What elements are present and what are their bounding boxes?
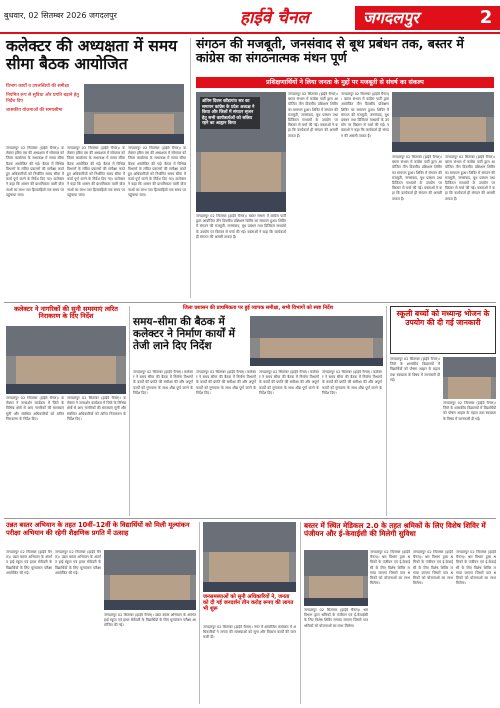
- story5-box: [390, 306, 496, 354]
- story7-body-col1: जगदलपुर 02 सितम्बर (हाईवे चैनल)। उन्नत बस्तर अभियान के अंतर्गत हाई स्कूल एवं हायर सेकेंडरी के विद्यार्थियों के लिए मूल्यांकन परीक्षा आयोजित की गई।: [6, 550, 52, 575]
- story2-body-col3: जगदलपुर 02 सितम्बर (हाईवे चैनल)। बस्तर संभाग में कांग्रेस पार्टी द्वारा आयोजित तीन दिवसीय प्रशिक्षण शिविर का समापन हुआ। शिविर में संगठन की मजबूती, जनसंवाद, बूथ प्रबंधन तथा डिजिटल माध्यमों के उपयोग पर विस्तार से चर्चा की गई। वक्ताओं ने कहा कि कार्यकर्ता ही संगठन की असली ताकत हैं।: [392, 155, 442, 201]
- story1-photo: [84, 84, 184, 144]
- story4-body-col1: जगदलपुर 02 सितम्बर (हाईवे चैनल)। कलेक्टर ने समय सीमा की बैठक में निर्माण विभागों के कार्यों की प्रगति की समीक्षा की और अपूर्ण कार्यों को गुणवत्ता के साथ शीघ्र पूर्ण करने के निर्देश दिए।: [133, 370, 193, 395]
- story4-photo: [250, 316, 383, 366]
- story9-body-col0: जगदलपुर 02 सितम्बर (हाईवे चैनल)। श्रम विभाग द्वारा श्रमिकों के पंजीयन एवं ई-केवाईसी के लिए विशेष शिविर लगाया जाएगा जिसमें पात्र श्रमिकों को योजनाओं का लाभ मिलेगा।: [304, 608, 368, 628]
- section-rule: [4, 302, 496, 303]
- story2-subhead: प्रशिक्षणार्थियों ने लिया जनता के मुद्दों पर मजबूती से संघर्ष का संकल्प: [196, 77, 494, 88]
- story7-photo: [104, 550, 196, 610]
- story1-body-col2: जगदलपुर 02 सितम्बर (हाईवे चैनल)। कलेक्टर हरिस एस की अध्यक्षता में सोमवार को जिला कार्यालय के सभाकक्ष में समय सीमा बैठक आयोजित की गई। बैठक में विभिन्न विभागों के लंबित प्रकरणों की समीक्षा करते हुए अधिकारियों को निर्धारित समय सीमा में कार्य पूर्ण करने के निर्देश दिए गए। कलेक्टर ने कहा कि शासन की प्राथमिकता वाली योजनाओं का लाभ पात्र हितग्राहियों तक समय पर पहुंचाया जाए।: [67, 146, 125, 197]
- story3-body-col2: जगदलपुर 02 सितम्बर (हाईवे चैनल)। कलेक्टर ने जनदर्शन कार्यक्रम में जिले के विभिन्न क्षेत्रों से आए नागरिकों की समस्याएं सुनीं और संबंधित अधिकारियों को त्वरित निराकरण के निर्देश दिए।: [67, 396, 126, 421]
- story2-body-col2: जगदलपुर 02 सितम्बर (हाईवे चैनल)। बस्तर संभाग में कांग्रेस पार्टी द्वारा आयोजित तीन दिवसीय प्रशिक्षण शिविर का समापन हुआ। शिविर में संगठन की मजबूती, जनसंवाद, बूथ प्रबंधन तथा डिजिटल माध्यमों के उपयोग पर विस्तार से चर्चा की गई। वक्ताओं ने कहा कि कार्यकर्ता ही संगठन की असली ताकत हैं।: [341, 92, 389, 138]
- story5-body: जगदलपुर 02 सितम्बर (हाईवे चैनल)। जिले के शासकीय विद्यालयों में विद्यार्थियों को पोषण आहार के महत्व तथा स्वच्छता के विषय में जानकारी दी गई।: [390, 357, 440, 382]
- column-divider: [190, 38, 191, 298]
- story4-body-col2: जगदलपुर 02 सितम्बर (हाईवे चैनल)। कलेक्टर ने समय सीमा की बैठक में निर्माण विभागों के कार्यों की प्रगति की समीक्षा की और अपूर्ण कार्यों को गुणवत्ता के साथ शीघ्र पूर्ण करने के निर्देश दिए।: [196, 370, 256, 395]
- story9-photo: [304, 550, 368, 606]
- story7-body-col3: जगदलपुर 02 सितम्बर (हाईवे चैनल)। उन्नत बस्तर अभियान के अंतर्गत हाई स्कूल एवं हायर सेकेंडरी के विद्यार्थियों के लिए मूल्यांकन परीक्षा आयोजित की गई।: [104, 613, 196, 628]
- channel-name: हाईवे चैनल: [240, 8, 309, 28]
- story3-body-col1: जगदलपुर 02 सितम्बर (हाईवे चैनल)। कलेक्टर ने जनदर्शन कार्यक्रम में जिले के विभिन्न क्षेत्रों से आए नागरिकों की समस्याएं सुनीं और संबंधित अधिकारियों को त्वरित निराकरण के निर्देश दिए।: [6, 396, 64, 421]
- story9-headline: बस्तर में स्थित मेडिकल 2.0 के तहत श्रमिकों के लिए विशेष शिविर में पंजीयन और ई-केवाईसी की मिलेगी सुविधा: [304, 521, 486, 539]
- date-line: बुधवार, 02 सितम्बर 2026 जगदलपुर: [4, 11, 117, 20]
- story3-headline: कलेक्टर ने नागरिकों की सुनी समस्याएं त्वरित निराकरण के दिए निर्देश: [14, 305, 118, 321]
- story4-body-col4: जगदलपुर 02 सितम्बर (हाईवे चैनल)। कलेक्टर ने समय सीमा की बैठक में निर्माण विभागों के कार्यों की प्रगति की समीक्षा की और अपूर्ण कार्यों को गुणवत्ता के साथ शीघ्र पूर्ण करने के निर्देश दिए।: [322, 370, 382, 395]
- story2-pullquote: अंतिम दिवस कोंडागांव सत्र का समापन कांग्रेस के प्रदेश अध्यक्ष ने किया और जिलों में संगठन सृजन हेतु सभी कार्यकर्ताओं को सक्रिय रहने का आह्वान किया: [200, 97, 260, 129]
- story8-body: जगदलपुर 02 सितम्बर (हाईवे चैनल)। नगर में आयोजित कार्यक्रम में अधिकारियों ने जनता की समस्याओं को सुना और विकास कार्यों की जानकारी दी।: [203, 625, 296, 640]
- story1-bullet: विभाग कार्यों व उपलब्धियों की समीक्षा: [6, 84, 69, 89]
- story5-photo: [443, 357, 496, 399]
- column-divider: [386, 306, 387, 516]
- story9-body-col1: जगदलपुर 02 सितम्बर (हाईवे चैनल)। श्रम विभाग द्वारा श्रमिकों के पंजीयन एवं ई-केवाईसी के लिए विशेष शिविर लगाया जाएगा जिसमें पात्र श्रमिकों को योजनाओं का लाभ मिलेगा।: [370, 550, 410, 586]
- story7-headline: उन्नत बस्तर अभियान के तहत 10वीं–12वीं के विद्यार्थियों को मिली मूल्यांकन परीक्षा अभियान की रहेगी शैक्षणिक प्रगति में उत्साह: [6, 521, 190, 537]
- masthead: [0, 0, 500, 34]
- page-number: 2: [479, 7, 493, 28]
- masthead-rule: [0, 32, 500, 34]
- story2-headline: संगठन की मजबूती, जनसंवाद से बूथ प्रबंधन तक, बस्तर में कांग्रेस का संगठनात्मक मंथन पूर्ण: [196, 36, 464, 66]
- story5-body-col2: जगदलपुर 02 सितम्बर (हाईवे चैनल)। जिले के शासकीय विद्यालयों में विद्यार्थियों को पोषण आहार के महत्व तथा स्वच्छता के विषय में जानकारी दी गई।: [443, 401, 496, 421]
- story1-body-col3: जगदलपुर 02 सितम्बर (हाईवे चैनल)। कलेक्टर हरिस एस की अध्यक्षता में सोमवार को जिला कार्यालय के सभाकक्ष में समय सीमा बैठक आयोजित की गई। बैठक में विभिन्न विभागों के लंबित प्रकरणों की समीक्षा करते हुए अधिकारियों को निर्धारित समय सीमा में कार्य पूर्ण करने के निर्देश दिए गए। कलेक्टर ने कहा कि शासन की प्राथमिकता वाली योजनाओं का लाभ पात्र हितग्राहियों तक समय पर पहुंचाया जाए।: [128, 146, 186, 197]
- column-divider: [129, 306, 130, 516]
- story1-headline: कलेक्टर की अध्यक्षता में समय सीमा बैठक आयोजित: [6, 37, 178, 73]
- story2-body-col1: जगदलपुर 02 सितम्बर (हाईवे चैनल)। बस्तर संभाग में कांग्रेस पार्टी द्वारा आयोजित तीन दिवसीय प्रशिक्षण शिविर का समापन हुआ। शिविर में संगठन की मजबूती, जनसंवाद, बूथ प्रबंधन तथा डिजिटल माध्यमों के उपयोग पर विस्तार से चर्चा की गई। वक्ताओं ने कहा कि कार्यकर्ता ही संगठन की असली ताकत हैं।: [288, 92, 338, 138]
- story7-body-col2: जगदलपुर 02 सितम्बर (हाईवे चैनल)। उन्नत बस्तर अभियान के अंतर्गत हाई स्कूल एवं हायर सेकेंडरी के विद्यार्थियों के लिए मूल्यांकन परीक्षा आयोजित की गई।: [55, 550, 101, 575]
- column-divider: [300, 522, 301, 704]
- story5-headline: स्कूली बच्चों को मध्यान्ह भोजन के उपयोग की दी गई जानकारी: [396, 309, 490, 327]
- story8-headline: जनसमस्याओं को सुनी अधिकारियों ने, जनता को दी गई जनदर्शन तीन करोड़ रूपए की लागत भी शुरू: [203, 594, 294, 613]
- story9-body-col3: जगदलपुर 02 सितम्बर (हाईवे चैनल)। श्रम विभाग द्वारा श्रमिकों के पंजीयन एवं ई-केवाईसी के लिए विशेष शिविर लगाया जाएगा जिसमें पात्र श्रमिकों को योजनाओं का लाभ मिलेगा।: [456, 550, 496, 586]
- story2-body-col4: जगदलपुर 02 सितम्बर (हाईवे चैनल)। बस्तर संभाग में कांग्रेस पार्टी द्वारा आयोजित तीन दिवसीय प्रशिक्षण शिविर का समापन हुआ। शिविर में संगठन की मजबूती, जनसंवाद, बूथ प्रबंधन तथा डिजिटल माध्यमों के उपयोग पर विस्तार से चर्चा की गई। वक्ताओं ने कहा कि कार्यकर्ता ही संगठन की असली ताकत हैं।: [445, 155, 495, 201]
- story4-headline: समय–सीमा की बैठक में कलेक्टर ने निर्माण कार्यों में तेजी लाने दिए निर्देश: [133, 316, 235, 353]
- story4-kicker: जिला प्रशासन की प्राथमिकता पर हुई व्यापक समीक्षा, सभी विभागों को स्पष्ट निर्देश: [182, 305, 334, 311]
- story8-photo: [203, 522, 296, 592]
- story9-body-col2: जगदलपुर 02 सितम्बर (हाईवे चैनल)। श्रम विभाग द्वारा श्रमिकों के पंजीयन एवं ई-केवाईसी के लिए विशेष शिविर लगाया जाएगा जिसमें पात्र श्रमिकों को योजनाओं का लाभ मिलेगा।: [413, 550, 453, 586]
- column-divider: [199, 522, 200, 704]
- story1-bullet: नियमित रूप से सुविधा और प्रगति बढ़ाने हेतु निर्देश दिए: [6, 93, 79, 104]
- story1-bullets: [6, 84, 81, 114]
- story2-body-col0: जगदलपुर 02 सितम्बर (हाईवे चैनल)। बस्तर संभाग में कांग्रेस पार्टी द्वारा आयोजित तीन दिवसीय प्रशिक्षण शिविर का समापन हुआ। शिविर में संगठन की मजबूती, जनसंवाद, बूथ प्रबंधन तथा डिजिटल माध्यमों के उपयोग पर विस्तार से चर्चा की गई। वक्ताओं ने कहा कि कार्यकर्ता ही संगठन की असली ताकत हैं।: [196, 214, 286, 239]
- story1-body-col1: जगदलपुर 02 सितम्बर (हाईवे चैनल)। कलेक्टर हरिस एस की अध्यक्षता में सोमवार को जिला कार्यालय के सभाकक्ष में समय सीमा बैठक आयोजित की गई। बैठक में विभिन्न विभागों के लंबित प्रकरणों की समीक्षा करते हुए अधिकारियों को निर्धारित समय सीमा में कार्य पूर्ण करने के निर्देश दिए गए। कलेक्टर ने कहा कि शासन की प्राथमिकता वाली योजनाओं का लाभ पात्र हितग्राहियों तक समय पर पहुंचाया जाए।: [6, 146, 64, 197]
- city-name: जगदलपुर: [363, 8, 419, 27]
- story3-photo: [6, 326, 126, 394]
- story1-bullet: शासकीय योजनाओं की समयसीमा: [6, 108, 63, 113]
- section-rule: [4, 518, 496, 519]
- story2-photo-2: [392, 92, 494, 152]
- story4-body-col3: जगदलपुर 02 सितम्बर (हाईवे चैनल)। कलेक्टर ने समय सीमा की बैठक में निर्माण विभागों के कार्यों की प्रगति की समीक्षा की और अपूर्ण कार्यों को गुणवत्ता के साथ शीघ्र पूर्ण करने के निर्देश दिए।: [259, 370, 319, 395]
